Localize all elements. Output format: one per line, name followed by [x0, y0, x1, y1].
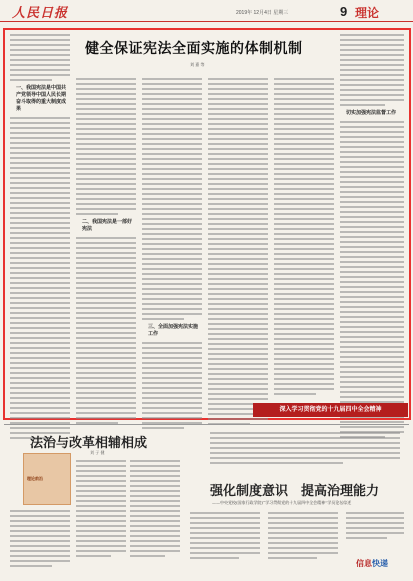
article-subhead-2: 二、我国宪法是一部好宪法 — [82, 219, 133, 232]
third-article-column-2 — [268, 512, 338, 562]
second-article-byline: 刘 子 健 — [90, 450, 105, 455]
illustration-caption: 理论前沿 — [27, 476, 43, 481]
third-article-column-1 — [190, 512, 260, 562]
article-subhead-4: 切实加强宪法监督工作 — [346, 110, 397, 116]
article-subhead-1: 一、我国宪法是中国共产党领导中国人民长期奋斗取得的重大制度成果 — [16, 85, 67, 112]
lead-article-headline[interactable]: 健全保证宪法全面实施的体制机制 — [85, 41, 303, 57]
second-article-column-2 — [130, 460, 180, 560]
article-column-5 — [274, 78, 334, 398]
article-column-3 — [142, 78, 202, 432]
quick-news-label-part1: 信息 — [356, 559, 372, 568]
masthead — [0, 0, 413, 22]
series-banner: 深入学习贯彻党的十九届四中全会精神 — [253, 403, 408, 417]
second-article-column-3 — [10, 510, 70, 570]
lead-article-byline: 刘 嘉 等 — [190, 62, 205, 67]
third-article-headline[interactable]: 强化制度意识 提高治理能力 — [210, 484, 380, 499]
second-article-headline[interactable]: 法治与改革相辅相成 — [30, 436, 148, 451]
dateline: 2019年 12月4日 星期三 — [236, 10, 289, 16]
quick-news-label[interactable] — [356, 558, 388, 569]
article-column-1 — [10, 34, 70, 442]
quick-news-label-part2: 快递 — [372, 559, 388, 568]
article-subhead-3: 三、全面加强宪法实施工作 — [148, 324, 199, 337]
article-column-2 — [76, 78, 136, 427]
section-divider — [4, 424, 409, 425]
section-illustration — [23, 453, 71, 505]
page-section-name: 理论 — [355, 6, 380, 20]
third-article-column-3 — [346, 512, 404, 542]
article-column-4 — [208, 78, 268, 428]
third-article-subtitle: ——中央党校(国家行政学院)“学习贯彻党的十九届四中全会精神”学员论坛综述 — [212, 500, 352, 505]
page-number: 9 — [340, 4, 348, 19]
newspaper-logo: 人民日报 — [12, 6, 69, 21]
second-article-column-1 — [76, 460, 126, 560]
article-column-6 — [340, 34, 404, 441]
third-article-intro — [210, 432, 400, 467]
